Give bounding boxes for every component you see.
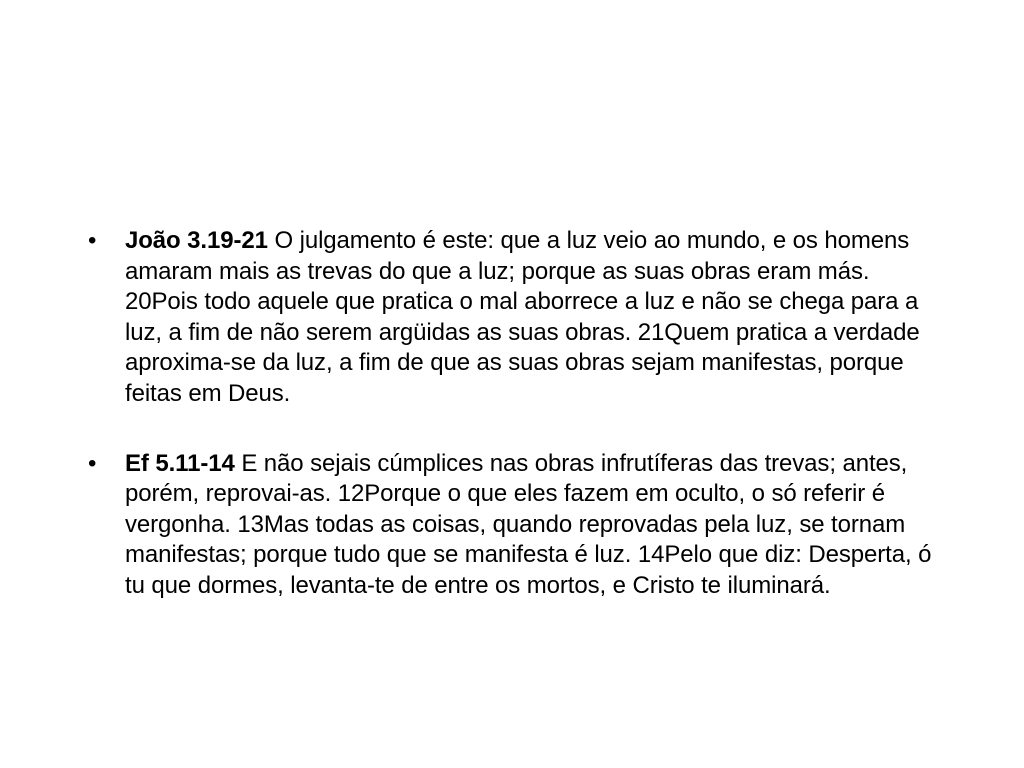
bullet-marker: • (88, 227, 97, 254)
scripture-reference: João 3.19-21 (125, 227, 275, 254)
bullet-list (88, 226, 948, 602)
bullet-item-joao (88, 226, 948, 410)
scripture-reference: Ef 5.11-14 (125, 449, 242, 477)
bullet-marker: • (88, 449, 97, 477)
scripture-text: E não sejais cúmplices nas obras infrutíferas das trevas; antes, porém, reprovai-as. 12Porque o que eles fazem em oculto, o só referir é vergonha. 13Mas todas as coisas, quando reprovadas pela luz, se tornam manifestas; porque tudo que se manifesta é luz. 14Pelo que diz: Desperta, ó tu que dormes, levanta-te de entre os mortos, e Cristo te iluminará. (125, 449, 932, 599)
scripture-text: O julgamento é este: que a luz veio ao mundo, e os homens amaram mais as trevas do que a luz; porque as suas obras eram más. 20Pois todo aquele que pratica o mal aborrece a luz e não se chega para a luz, a fim de não serem argüidas as suas obras. 21Quem pratica a verdade aproxima-se da luz, a fim de que as suas obras sejam manifestas, porque feitas em Deus. (125, 227, 920, 407)
bullet-item-efesios (88, 449, 948, 602)
